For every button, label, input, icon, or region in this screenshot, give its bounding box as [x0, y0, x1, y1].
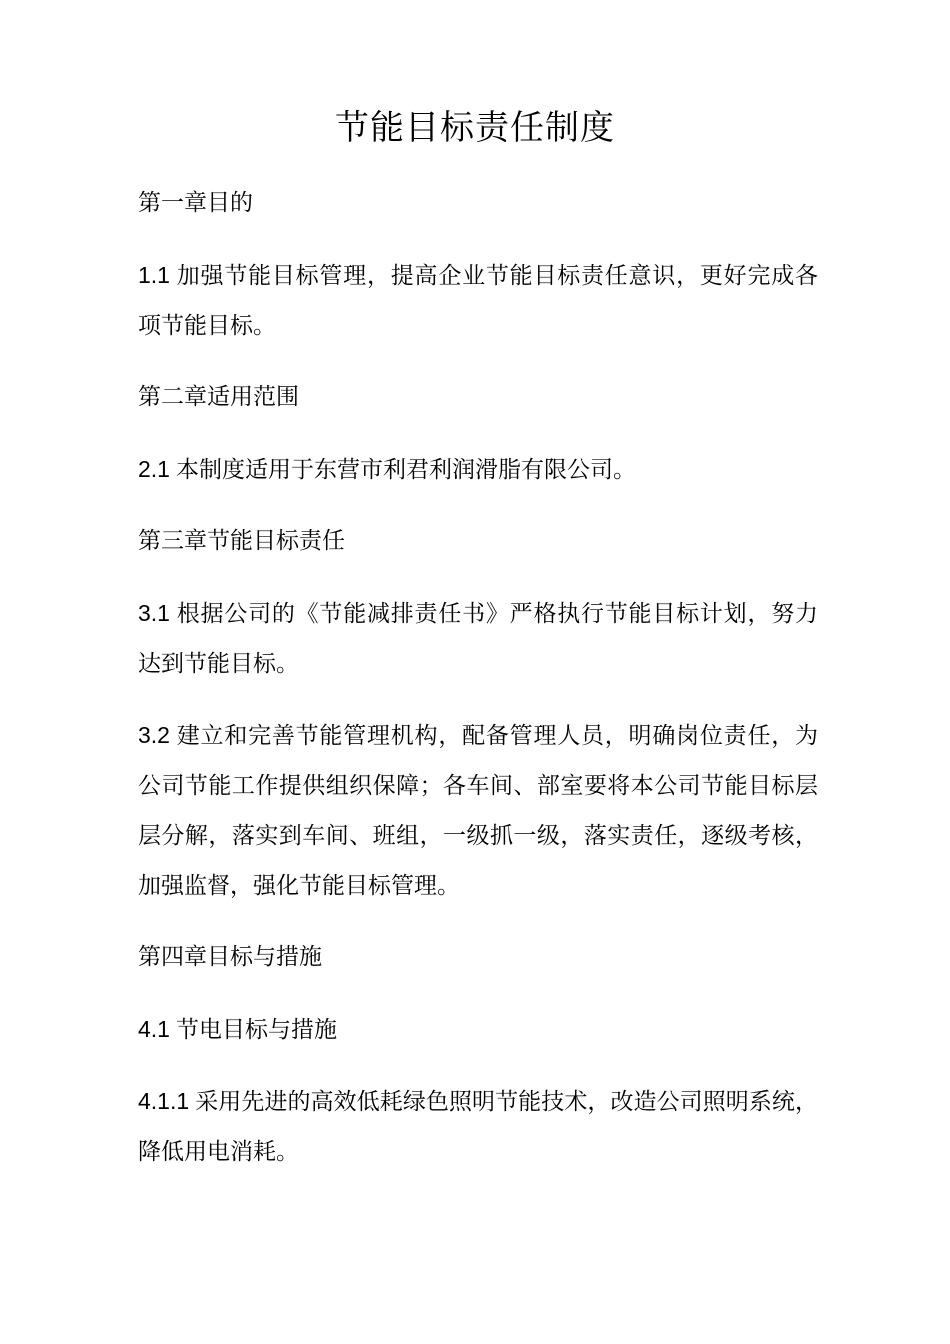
clause-1-1: [138, 250, 818, 351]
chapter-heading-2: 第二章适用范围: [138, 384, 299, 410]
clause-number: 4.1.1: [138, 1088, 190, 1114]
clause-text: 根据公司的《节能减排责任书》严格执行节能目标计划，努力达到节能目标。: [138, 601, 818, 677]
clause-3-1: [138, 588, 818, 689]
clause-3-2: [138, 710, 818, 911]
clause-text: 节电目标与措施: [175, 1017, 337, 1043]
clause-text: 加强节能目标管理，提高企业节能目标责任意识，更好完成各项节能目标。: [138, 263, 818, 339]
clause-number: 3.2: [138, 722, 170, 748]
clause-4-1: [138, 1004, 818, 1055]
clause-number: 4.1: [138, 1016, 170, 1042]
document-title: 节能目标责任制度: [335, 108, 615, 148]
clause-text: 采用先进的高效低耗绿色照明节能技术，改造公司照明系统，降低用电消耗。: [138, 1089, 818, 1165]
clause-4-1-1: [138, 1076, 818, 1177]
chapter-heading-1: 第一章目的: [138, 190, 253, 216]
clause-number: 3.1: [138, 600, 170, 626]
clause-2-1: [138, 444, 818, 495]
clause-number: 2.1: [138, 456, 170, 482]
chapter-heading-4: 第四章目标与措施: [138, 944, 322, 970]
chapter-heading-3: 第三章节能目标责任: [138, 528, 345, 554]
clause-text: 本制度适用于东营市利君利润滑脂有限公司。: [175, 457, 636, 483]
clause-text: 建立和完善节能管理机构，配备管理人员，明确岗位责任，为公司节能工作提供组织保障；各车间、部室要将本公司节能目标层层分解，落实到车间、班组，一级抓一级，落实责任，逐级考核，加强监督，强化节能目标管理。: [138, 723, 818, 899]
clause-number: 1.1: [138, 262, 170, 288]
